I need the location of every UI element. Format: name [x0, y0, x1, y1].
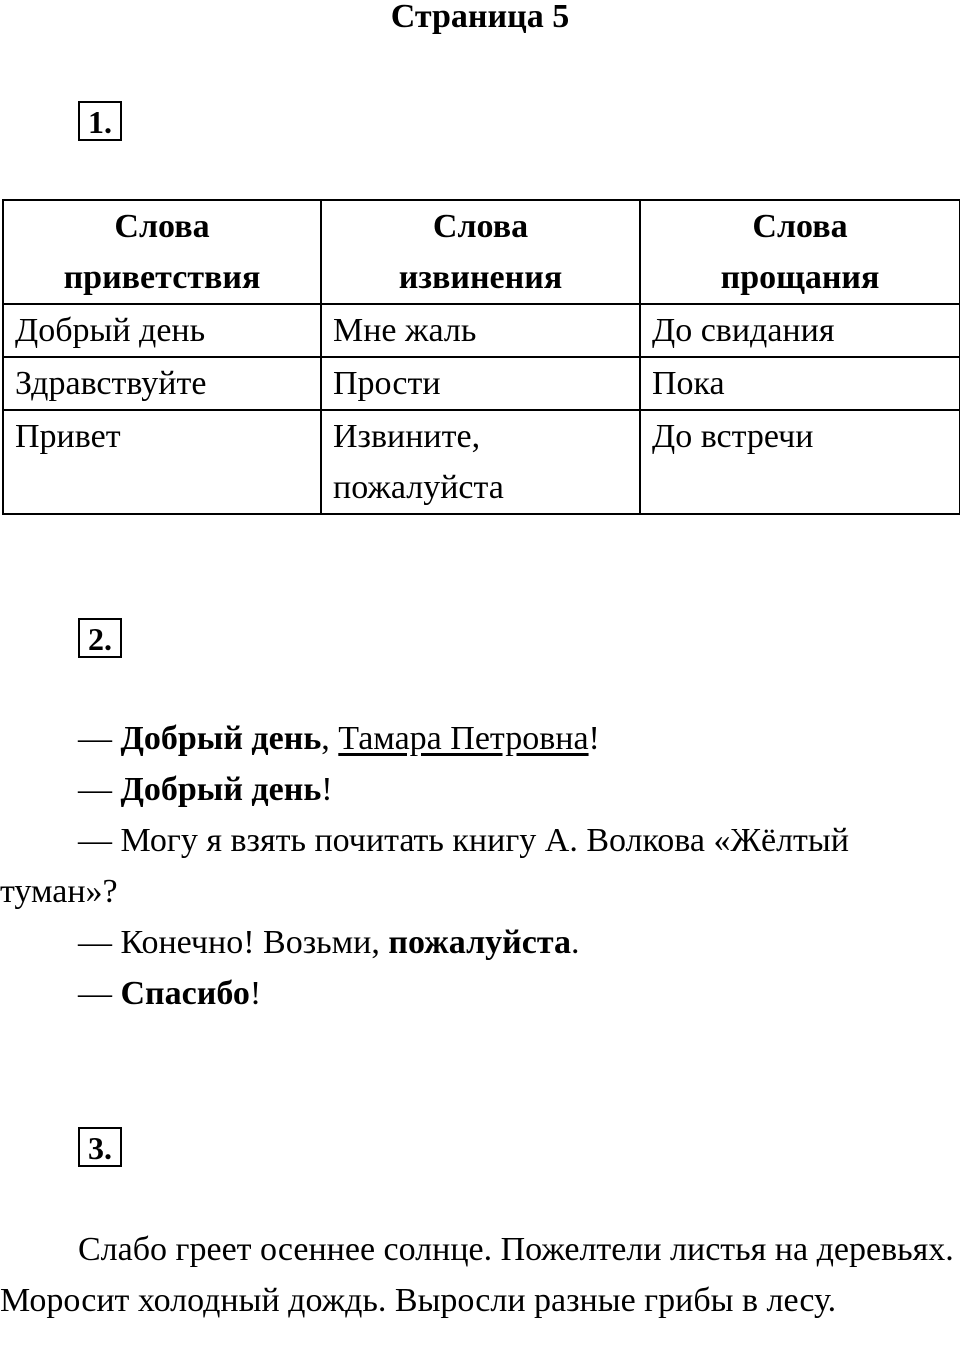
table-row [3, 357, 960, 410]
table-cell: Здравствуйте [3, 357, 321, 410]
dialog-line: — Спасибо! [78, 975, 262, 1012]
dialog-text [0, 713, 960, 1019]
table-cell: До свидания [640, 304, 960, 357]
table-cell: Мне жаль [321, 304, 640, 357]
dialog-line: — Добрый день! [78, 771, 333, 808]
greeting-word: Добрый день [120, 771, 322, 808]
table-cell: Прости [321, 357, 640, 410]
table-row [3, 304, 960, 357]
table-cell: Извините, пожалуйста [321, 410, 640, 514]
table-cell: До встречи [640, 410, 960, 514]
table-cell: Пока [640, 357, 960, 410]
table-row [3, 410, 960, 514]
polite-word: пожалуйста [388, 924, 571, 961]
dialog-line: — Могу я взять почитать книгу А. Волкова «Жёлтый туман»? [0, 822, 849, 910]
task-number-1: 1. [78, 101, 122, 141]
header-apologies: Слова извинения [321, 200, 640, 304]
table-cell: Привет [3, 410, 321, 514]
words-table [2, 199, 960, 515]
dialog-line: — Конечно! Возьми, пожалуйста. [78, 924, 580, 961]
dialog-line: — Добрый день, Тамара Петровна! [78, 720, 600, 757]
task-number-2: 2. [78, 618, 122, 658]
greeting-word: Добрый день [120, 720, 322, 757]
header-greetings: Слова приветствия [3, 200, 321, 304]
table-cell: Добрый день [3, 304, 321, 357]
page-title: Страница 5 [390, 0, 570, 35]
paragraph-text: Слабо греет осеннее солнце. Пожелтели листья на деревьях. Моросит холодный дождь. Выросли разные грибы в лесу. [0, 1231, 954, 1319]
thanks-word: Спасибо [120, 975, 250, 1012]
addressee-name: Тамара Петровна [338, 720, 589, 757]
task-number-3: 3. [78, 1127, 122, 1167]
table-header-row [3, 200, 960, 304]
header-farewells: Слова прощания [640, 200, 960, 304]
